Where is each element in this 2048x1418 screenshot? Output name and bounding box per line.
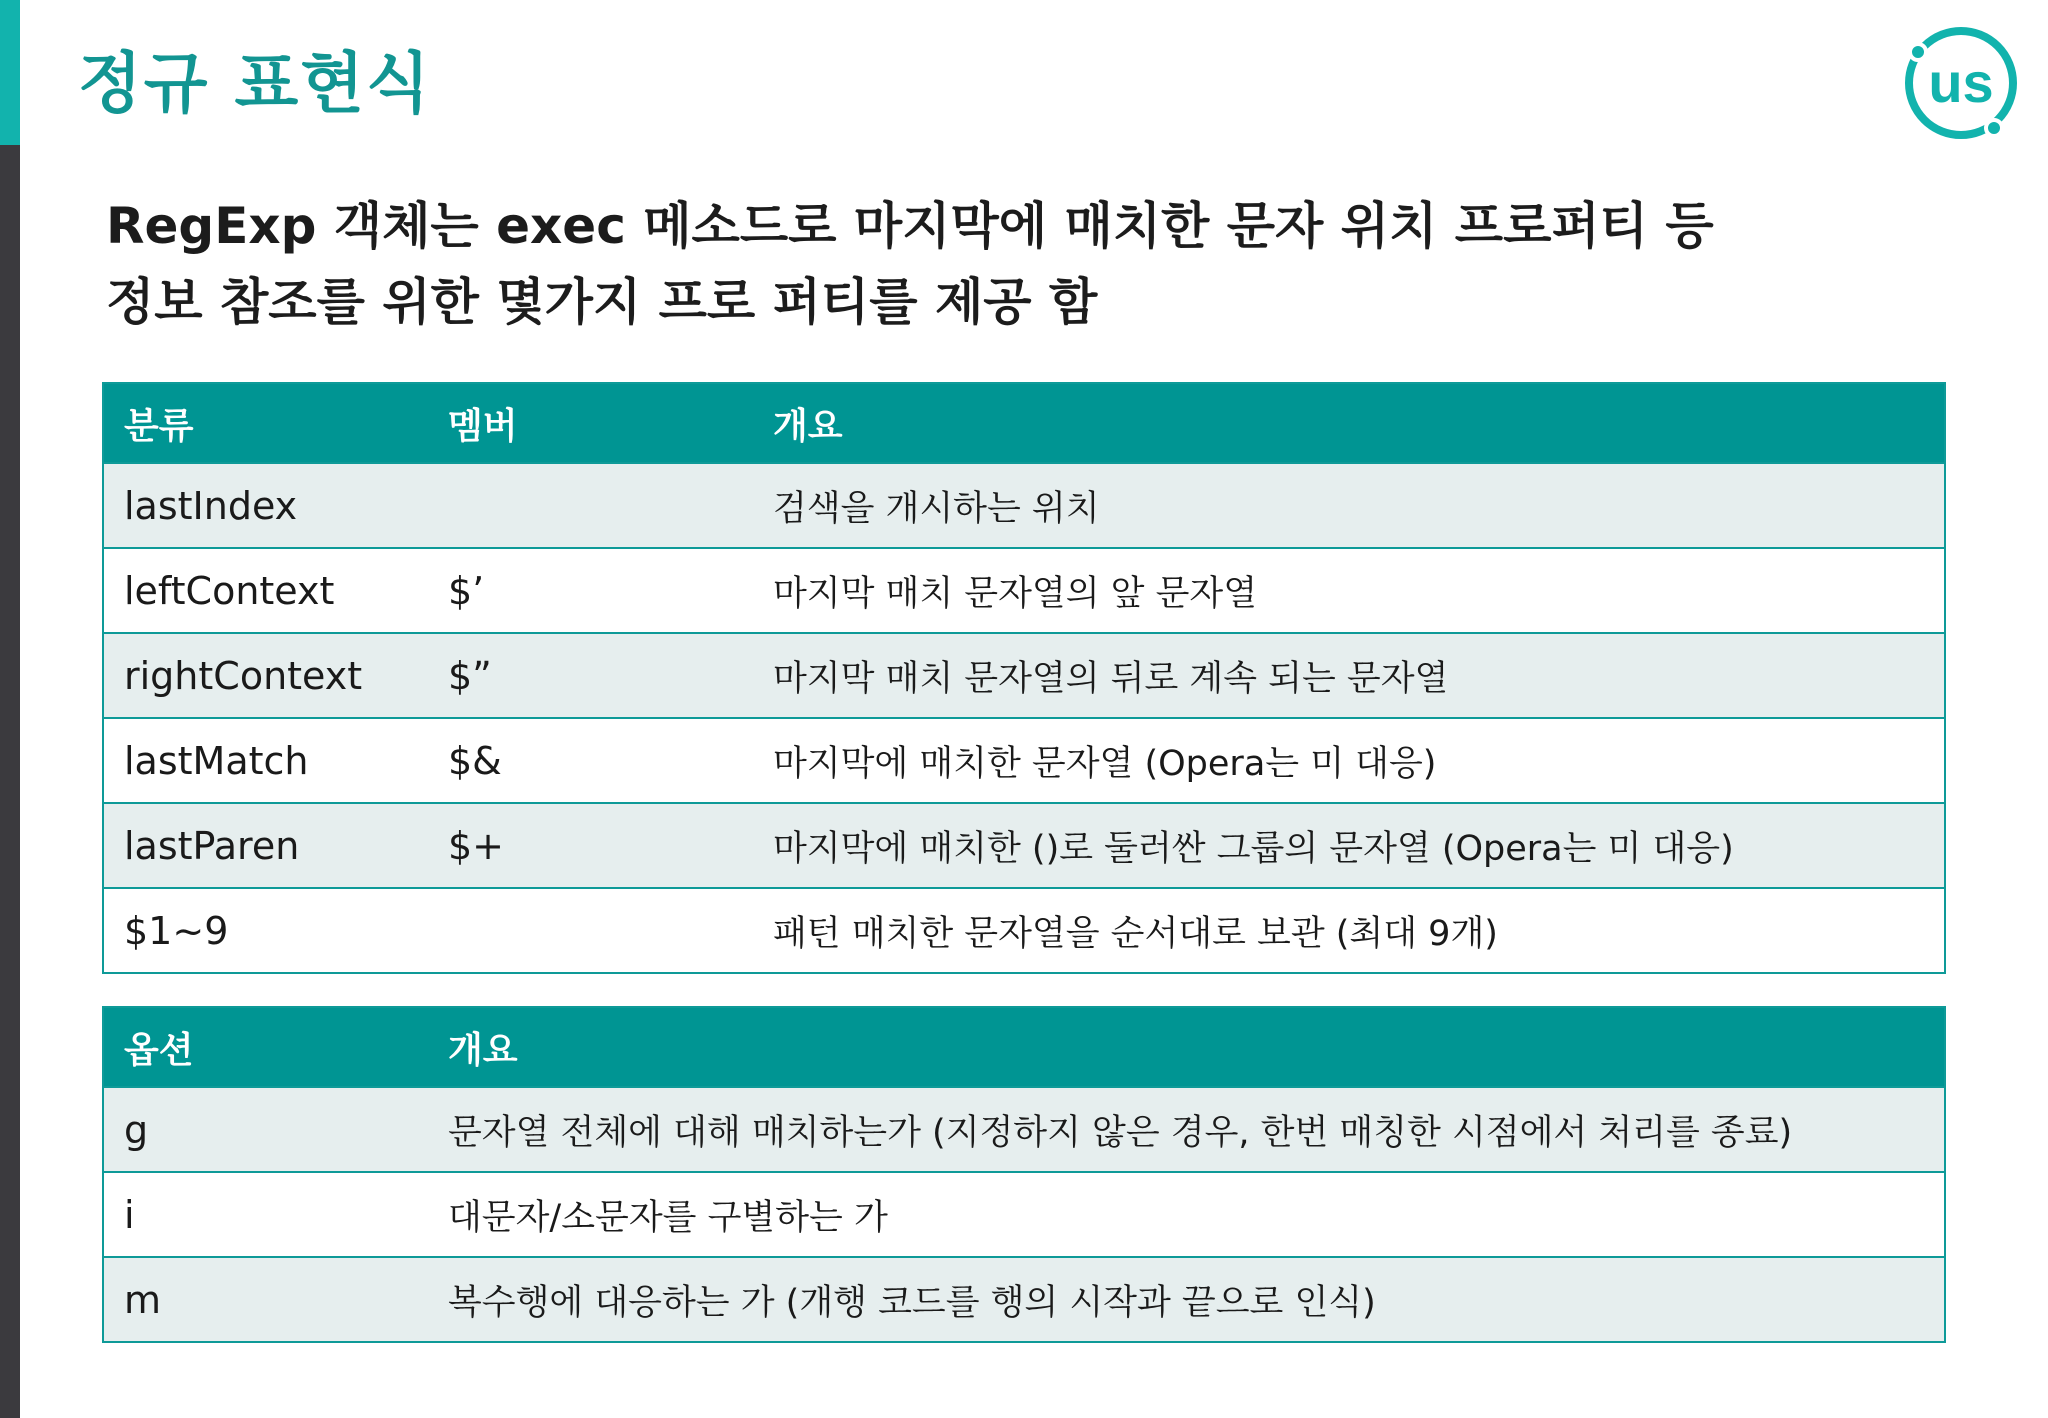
property-desc: 마지막 매치 문자열의 앞 문자열 <box>753 548 1945 633</box>
table-row <box>103 803 1945 888</box>
property-name: lastMatch <box>103 718 428 803</box>
option-flag: g <box>103 1087 428 1172</box>
property-name: rightContext <box>103 633 428 718</box>
intro-text <box>106 188 1906 340</box>
table-row <box>103 888 1945 973</box>
table-row <box>103 1257 1945 1342</box>
property-member: $& <box>428 718 753 803</box>
sidebar-accent-bar <box>0 0 20 145</box>
properties-table <box>102 382 1946 974</box>
table-header-row <box>103 1007 1945 1087</box>
property-member: $” <box>428 633 753 718</box>
option-desc: 대문자/소문자를 구별하는 가 <box>428 1172 1945 1257</box>
property-member <box>428 888 753 973</box>
table-row <box>103 718 1945 803</box>
intro-line-1: RegExp 객체는 exec 메소드로 마지막에 매치한 문자 위치 프로퍼티 등 <box>106 197 1714 255</box>
logo-text: us <box>1928 51 1994 114</box>
property-desc: 마지막에 매치한 문자열 (Opera는 미 대응) <box>753 718 1945 803</box>
header-option: 옵션 <box>103 1007 428 1087</box>
page-title: 정규 표현식 <box>78 45 432 122</box>
property-name: $1~9 <box>103 888 428 973</box>
table-row <box>103 1172 1945 1257</box>
property-name: lastIndex <box>103 463 428 548</box>
table-row <box>103 463 1945 548</box>
property-desc: 마지막에 매치한 ()로 둘러싼 그룹의 문자열 (Opera는 미 대응) <box>753 803 1945 888</box>
property-name: leftContext <box>103 548 428 633</box>
option-flag: m <box>103 1257 428 1342</box>
property-member: $’ <box>428 548 753 633</box>
header-summary: 개요 <box>753 383 1945 463</box>
option-desc: 문자열 전체에 대해 매치하는가 (지정하지 않은 경우, 한번 매칭한 시점에서 처리를 종료) <box>428 1087 1945 1172</box>
header-category: 분류 <box>103 383 428 463</box>
sidebar-dark-bar <box>0 145 20 1418</box>
property-member: $+ <box>428 803 753 888</box>
property-desc: 마지막 매치 문자열의 뒤로 계속 되는 문자열 <box>753 633 1945 718</box>
option-desc: 복수행에 대응하는 가 (개행 코드를 행의 시작과 끝으로 인식) <box>428 1257 1945 1342</box>
us-logo <box>1898 20 2024 146</box>
intro-line-2: 정보 참조를 위한 몇가지 프로 퍼티를 제공 함 <box>106 273 1098 331</box>
header-summary: 개요 <box>428 1007 1945 1087</box>
options-table <box>102 1006 1946 1343</box>
property-desc: 검색을 개시하는 위치 <box>753 463 1945 548</box>
option-flag: i <box>103 1172 428 1257</box>
header-member: 멤버 <box>428 383 753 463</box>
property-name: lastParen <box>103 803 428 888</box>
table-row <box>103 548 1945 633</box>
property-desc: 패턴 매치한 문자열을 순서대로 보관 (최대 9개) <box>753 888 1945 973</box>
table-row <box>103 633 1945 718</box>
table-row <box>103 1087 1945 1172</box>
table-header-row <box>103 383 1945 463</box>
property-member <box>428 463 753 548</box>
